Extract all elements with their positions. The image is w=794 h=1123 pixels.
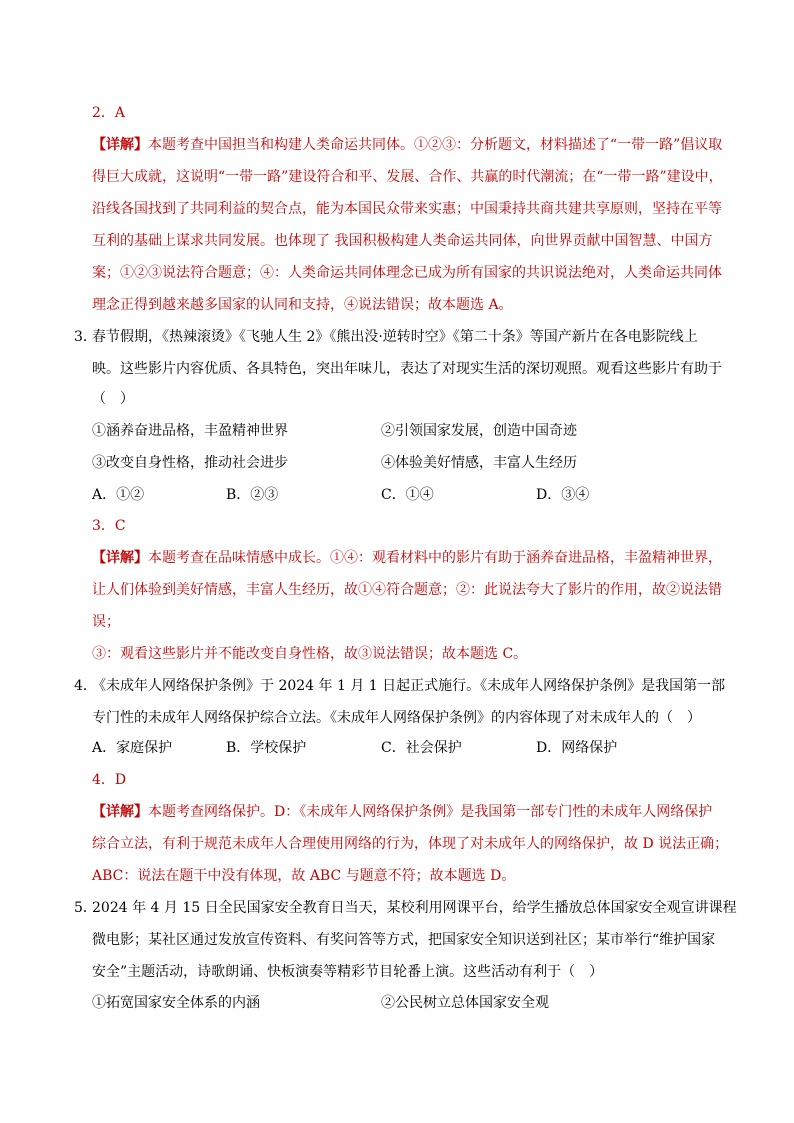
q3-statement: ③改变自身性格，推动社会进步 <box>92 455 288 471</box>
detail-tag: 【详解】 <box>92 804 148 820</box>
q3-detail-line: 误； <box>92 614 120 630</box>
q5-stem-line: 安全”主题活动，诗歌朗诵、快板演奏等精彩节目轮番上演。这些活动有利于（ ） <box>92 964 604 980</box>
q2-answer: 2．A <box>92 105 126 121</box>
q3-option-c: C．①④ <box>381 487 434 503</box>
q4-detail-line: 综合立法，有利于规范未成年人合理使用网络的行为，体现了对未成年人的网络保护，故 D 说法正确； <box>92 836 729 852</box>
q3-option-b: B．②③ <box>226 487 279 503</box>
q2-detail-line: 沿线各国找到了共同利益的契合点，能为本国民众带来实惠；中国秉持共商共建共享原则，坚持在平等 <box>92 201 722 217</box>
q4-number: 4． <box>74 678 97 694</box>
q2-detail-line: 得巨大成就，这说明“一带一路”建设符合和平、发展、合作、共赢的时代潮流；在“一带一路”建设中， <box>92 169 723 185</box>
q3-stem-line: 映。这些影片内容优质、各具特色，突出年味儿，表达了对现实生活的深切观照。观看这些影片有助于 <box>92 361 722 377</box>
q3-detail-line: 【详解】本题考查在品味情感中成长。①④：观看材料中的影片有助于涵养奋进品格，丰盈精神世界， <box>92 550 722 566</box>
q2-detail-line: 互利的基础上谋求共同发展。也体现了 我国积极构建人类命运共同体，向世界贡献中国智慧、中国方 <box>92 233 713 249</box>
q3-stem-line: 春节假期，《热辣滚烫》《飞驰人生 2》《熊出没·逆转时空》《第二十条》等国产新片在各电影院线上 <box>92 329 698 345</box>
q4-option-d: D．网络保护 <box>536 740 618 756</box>
q4-option-c: C．社会保护 <box>381 740 462 756</box>
q5-stem-line: 2024 年 4 月 15 日全民国家安全教育日当天，某校利用网课平台，给学生播放总体国家安全观宣讲课程 <box>92 900 737 916</box>
q3-number: 3． <box>74 329 97 345</box>
q3-stem-line: （ ） <box>92 391 134 407</box>
q2-detail-line: 【详解】本题考查中国担当和构建人类命运共同体。①②③：分析题文，材料描述了“一带一路”倡议取 <box>92 137 723 153</box>
detail-tag: 【详解】 <box>92 137 148 153</box>
q4-option-b: B．学校保护 <box>226 740 307 756</box>
q4-stem-line: 专门性的未成年人网络保护综合立法。《未成年人网络保护条例》的内容体现了对未成年人的（ ） <box>92 710 701 726</box>
q4-option-a: A．家庭保护 <box>92 740 173 756</box>
q4-stem-line: 《未成年人网络保护条例》于 2024 年 1 月 1 日起正式施行。《未成年人网络保护条例》是我国第一部 <box>92 678 726 694</box>
q5-statement: ②公民树立总体国家安全观 <box>381 995 549 1011</box>
q2-detail-line: 理念正得到越来越多国家的认同和支持，④说法错误；故本题选 A。 <box>92 297 513 313</box>
q3-detail-line: ③：观看这些影片并不能改变自身性格，故③说法错误；故本题选 C。 <box>92 646 528 662</box>
q4-detail-line: ABC：说法在题干中没有体现，故 ABC 与题意不符；故本题选 D。 <box>92 868 516 884</box>
q4-answer: 4．D <box>92 772 127 788</box>
q5-number: 5． <box>74 900 97 916</box>
q3-statement: ①涵养奋进品格，丰盈精神世界 <box>92 423 288 439</box>
q2-detail-line: 案；①②③说法符合题意；④：人类命运共同体理念已成为所有国家的共识说法绝对，人类命运共同体 <box>92 265 722 281</box>
q3-answer: 3．C <box>92 518 126 534</box>
q3-statement: ②引领国家发展，创造中国奇迹 <box>381 423 577 439</box>
q3-option-a: A．①② <box>92 487 145 503</box>
q3-option-d: D．③④ <box>536 487 590 503</box>
q3-detail-line: 让人们体验到美好情感，丰富人生经历，故①④符合题意；②：此说法夸大了影片的作用，故②说法错 <box>92 582 722 598</box>
q3-statement: ④体验美好情感，丰富人生经历 <box>381 455 577 471</box>
q5-statement: ①拓宽国家安全体系的内涵 <box>92 995 260 1011</box>
q4-detail-line: 【详解】本题考查网络保护。D：《未成年人网络保护条例》是我国第一部专门性的未成年人网络保护 <box>92 804 713 820</box>
q5-stem-line: 微电影；某社区通过发放宣传资料、有奖问答等方式，把国家安全知识送到社区；某市举行“维护国家 <box>92 932 716 948</box>
detail-tag: 【详解】 <box>92 550 148 566</box>
